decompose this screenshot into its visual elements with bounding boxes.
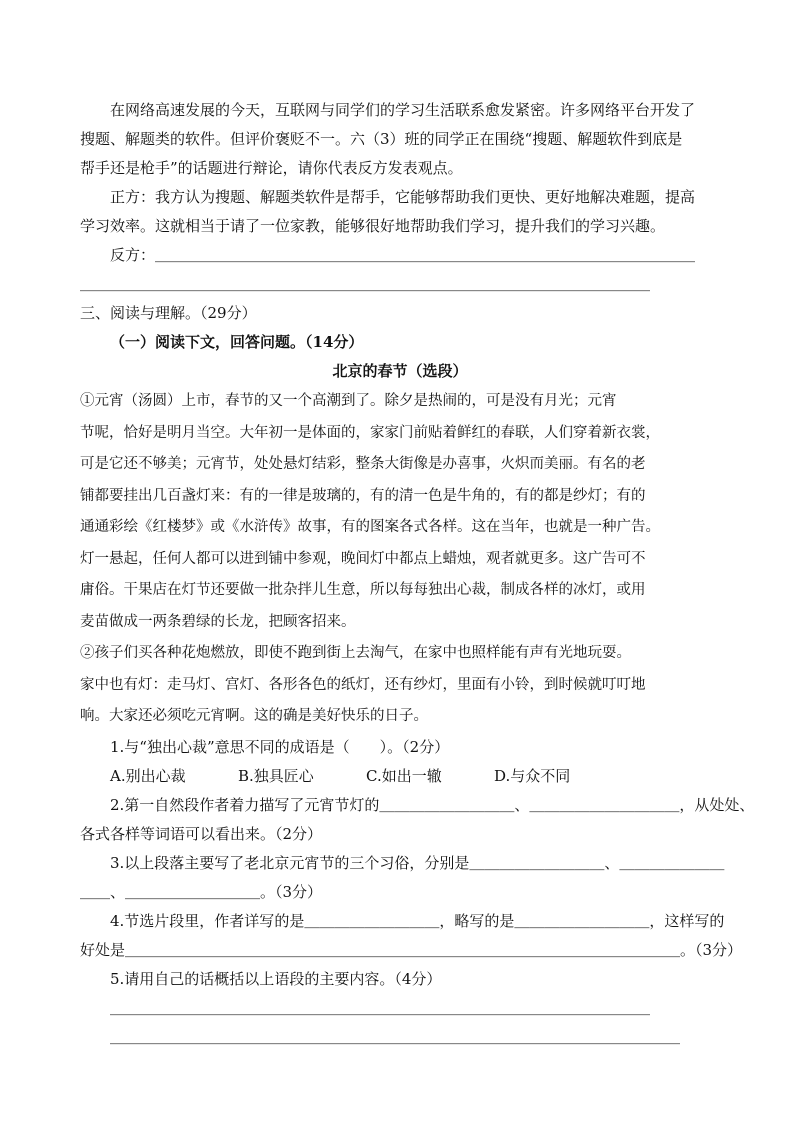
con-blank-1[interactable]: ＿＿＿＿＿＿＿＿＿＿＿＿＿＿＿＿＿＿＿＿＿＿＿＿＿＿＿＿＿＿＿＿＿＿＿＿ (155, 246, 696, 264)
question-4[interactable] (80, 907, 743, 965)
question-5[interactable] (80, 965, 720, 1052)
passage-line: 麦苗做成一两条碧绿的长龙，把顾客招来。 (80, 613, 356, 630)
question-2[interactable] (80, 791, 755, 849)
passage-line: 家中也有灯：走马灯、宫灯、各形各色的纸灯，还有纱灯，里面有小铃，到时候就叮叮地 (80, 676, 646, 693)
question-1-text: 1.与“独出心裁”意思不同的成语是（ ）。（2分） (110, 737, 450, 756)
con-label: 反方： (110, 246, 156, 264)
question-3[interactable] (80, 849, 725, 907)
passage-paragraph-2 (80, 638, 720, 733)
question-1-options (80, 762, 720, 791)
intro-paragraph (80, 96, 720, 183)
option-b[interactable]: B.独具匠心 (238, 766, 314, 785)
question-4-line-2[interactable]: 好处是＿＿＿＿＿＿＿＿＿＿＿＿＿＿＿＿＿＿＿＿＿＿＿＿＿＿＿＿＿＿＿＿＿＿＿＿＿。（3分） (80, 940, 743, 959)
question-2-line-1[interactable]: 2.第一自然段作者着力描写了元宵节灯的＿＿＿＿＿＿＿＿＿、＿＿＿＿＿＿＿＿＿＿，从处处、 (110, 795, 755, 814)
passage-line: 通通彩绘《红楼梦》或《水浒传》故事，有的图案各式各样。这在当年，也就是一种广告。 (80, 519, 660, 535)
passage-line: 节呢，恰好是明月当空。大年初一是体面的，家家门前贴着鲜红的春联，人们穿着新衣裳， (80, 424, 660, 441)
question-3-line-1[interactable]: 3.以上段落主要写了老北京元宵节的三个习俗，分别是＿＿＿＿＿＿＿＿＿、＿＿＿＿＿＿＿ (110, 853, 725, 872)
option-c[interactable]: C.如出一辙 (366, 766, 442, 785)
intro-line-2: 搜题、解题类的软件。但评价褒贬不一。六（3）班的同学正在围绕“搜题、解题软件到底是 (80, 130, 683, 148)
section-heading: 三、阅读与理解。（29分） (80, 304, 257, 322)
intro-line-1: 在网络高速发展的今天，互联网与同学们的学习生活联系愈发紧密。许多网络平台开发了 (110, 101, 696, 119)
passage-line: 响。大家还必须吃元宵啊。这的确是美好快乐的日子。 (80, 708, 428, 724)
question-2-line-2: 各式各样等词语可以看出来。（2分） (80, 824, 323, 843)
question-5-blank-2[interactable]: ＿＿＿＿＿＿＿＿＿＿＿＿＿＿＿＿＿＿＿＿＿＿＿＿＿＿＿＿＿＿＿＿＿＿＿＿＿＿ (110, 1027, 681, 1046)
pro-line-1: 正方：我方认为搜题、解题类软件是帮手，它能够帮助我们更快、更好地解决难题，提高 (110, 188, 696, 206)
question-5-blank-1[interactable]: ＿＿＿＿＿＿＿＿＿＿＿＿＿＿＿＿＿＿＿＿＿＿＿＿＿＿＿＿＿＿＿＿＿＿＿＿ (110, 998, 651, 1017)
passage-line: 庸俗。干果店在灯节还要做一批杂拌儿生意，所以每每独出心裁，制成各样的冰灯，或用 (80, 582, 646, 598)
worksheet-page (80, 96, 755, 1052)
pro-line-2: 学习效率。这就相当于请了一位家教，能够很好地帮助我们学习，提升我们的学习兴趣。 (80, 217, 666, 235)
passage-line: 铺都要挂出几百盏灯来：有的一律是玻璃的，有的清一色是牛角的，有的都是纱灯；有的 (80, 487, 646, 504)
question-3-line-2[interactable]: ＿＿、＿＿＿＿＿＿＿＿＿。（3分） (80, 882, 323, 901)
option-d[interactable]: D.与众不同 (494, 766, 571, 785)
pro-paragraph (80, 183, 720, 241)
con-line-1[interactable] (80, 241, 720, 270)
question-4-line-1[interactable]: 4.节选片段里，作者详写的是＿＿＿＿＿＿＿＿＿，略写的是＿＿＿＿＿＿＿＿＿，这样写的 (110, 911, 725, 930)
question-5-text: 5.请用自己的话概括以上语段的主要内容。（4分） (110, 969, 442, 988)
option-a[interactable]: A.别出心裁 (110, 766, 186, 785)
passage-line: 灯一悬起，任何人都可以进到铺中参观，晚间灯中都点上蜡烛，观者就更多。这广告可不 (80, 550, 646, 567)
passage-paragraph-1 (80, 386, 720, 638)
subsection-heading: （一）阅读下文，回答问题。（14分） (110, 333, 364, 351)
con-answer[interactable] (80, 241, 720, 299)
con-blank-2[interactable]: ＿＿＿＿＿＿＿＿＿＿＿＿＿＿＿＿＿＿＿＿＿＿＿＿＿＿＿＿＿＿＿＿＿＿＿＿＿＿ (80, 275, 651, 293)
passage-line: 可是它还不够美；元宵节，处处悬灯结彩，整条大街像是办喜事，火炽而美丽。有名的老 (80, 456, 646, 472)
intro-line-3: 帮手还是枪手”的话题进行辩论，请你代表反方发表观点。 (80, 159, 463, 177)
question-1 (80, 733, 720, 791)
passage-title: 北京的春节（选段） (332, 362, 468, 380)
passage-line: ②孩子们买各种花炮燃放，即使不跑到街上去淘气，在家中也照样能有声有光地玩耍。 (80, 645, 631, 661)
passage-line: ①元宵（汤圆）上市，春节的又一个高潮到了。除夕是热闹的，可是没有月光；元宵 (80, 393, 617, 409)
